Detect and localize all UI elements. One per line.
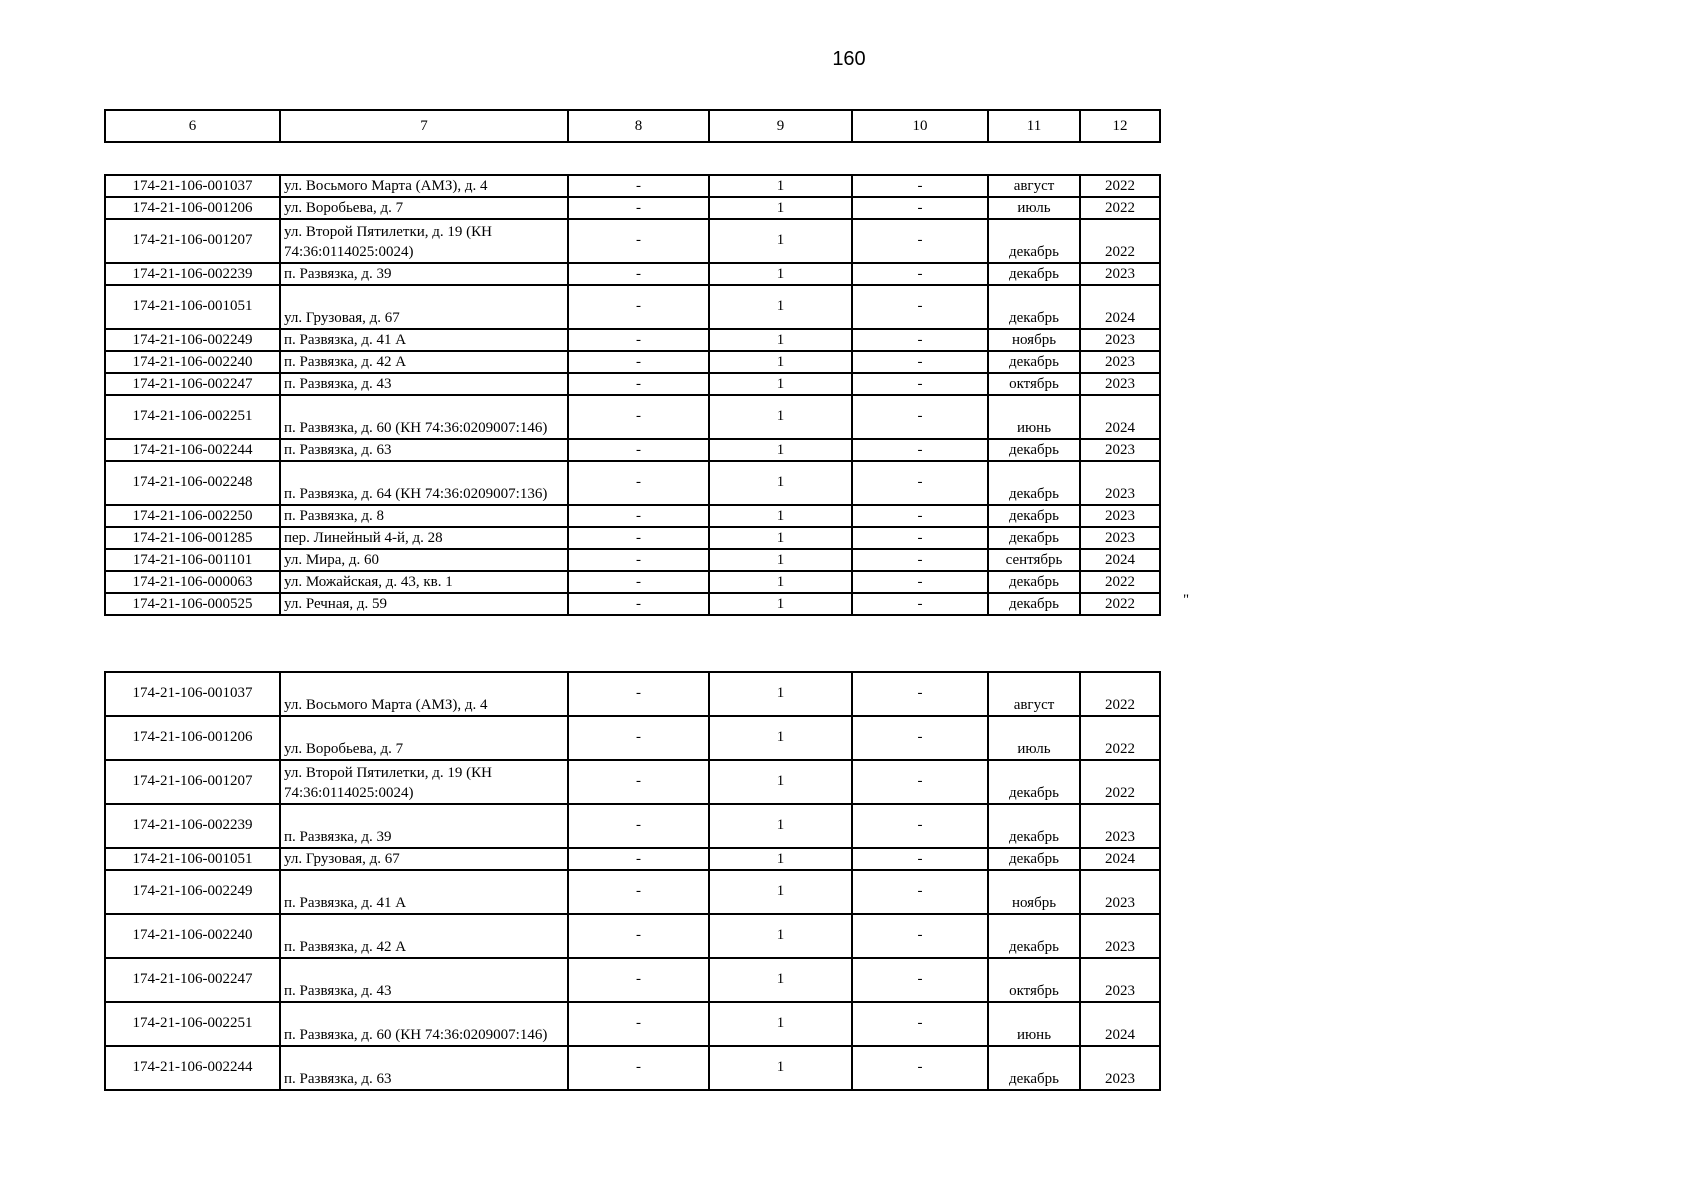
month-cell: декабрь — [988, 263, 1080, 285]
table-row — [105, 329, 1160, 351]
cadastral-code-cell: 174-21-106-002249 — [105, 870, 280, 914]
year-cell: 2022 — [1080, 760, 1160, 804]
closing-quote: " — [1183, 592, 1190, 608]
cadastral-code-cell: 174-21-106-000525 — [105, 593, 280, 615]
month-cell: декабрь — [988, 760, 1080, 804]
year-cell: 2023 — [1080, 439, 1160, 461]
cadastral-code-cell: 174-21-106-001101 — [105, 549, 280, 571]
header-col-12: 12 — [1080, 110, 1160, 142]
col-9-cell: 1 — [709, 395, 852, 439]
table-row — [105, 219, 1160, 263]
month-cell: июль — [988, 197, 1080, 219]
col-10-cell: - — [852, 505, 988, 527]
address-cell: ул. Второй Пятилетки, д. 19 (КН 74:36:0114025:0024) — [280, 219, 568, 263]
table-row — [105, 197, 1160, 219]
col-10-cell: - — [852, 716, 988, 760]
col-8-cell: - — [568, 914, 709, 958]
col-10-cell: - — [852, 329, 988, 351]
col-9-cell: 1 — [709, 958, 852, 1002]
data-table-a-body — [105, 175, 1160, 615]
col-8-cell: - — [568, 219, 709, 263]
month-cell: ноябрь — [988, 329, 1080, 351]
year-cell: 2023 — [1080, 263, 1160, 285]
col-8-cell: - — [568, 329, 709, 351]
cadastral-code-cell: 174-21-106-002249 — [105, 329, 280, 351]
col-8-cell: - — [568, 461, 709, 505]
col-10-cell: - — [852, 958, 988, 1002]
year-cell: 2023 — [1080, 373, 1160, 395]
col-9-cell: 1 — [709, 197, 852, 219]
col-8-cell: - — [568, 804, 709, 848]
address-cell: п. Развязка, д. 39 — [280, 804, 568, 848]
col-8-cell: - — [568, 716, 709, 760]
header-col-9: 9 — [709, 110, 852, 142]
address-cell: ул. Воробьева, д. 7 — [280, 197, 568, 219]
month-cell: декабрь — [988, 461, 1080, 505]
col-9-cell: 1 — [709, 870, 852, 914]
col-8-cell: - — [568, 593, 709, 615]
month-cell: декабрь — [988, 505, 1080, 527]
table-row — [105, 549, 1160, 571]
col-10-cell: - — [852, 373, 988, 395]
month-cell: август — [988, 175, 1080, 197]
col-8-cell: - — [568, 263, 709, 285]
col-9-cell: 1 — [709, 219, 852, 263]
table-row — [105, 914, 1160, 958]
cadastral-code-cell: 174-21-106-002244 — [105, 1046, 280, 1090]
col-9-cell: 1 — [709, 593, 852, 615]
month-cell: декабрь — [988, 804, 1080, 848]
col-10-cell: - — [852, 804, 988, 848]
year-cell: 2022 — [1080, 175, 1160, 197]
address-cell: ул. Мира, д. 60 — [280, 549, 568, 571]
year-cell: 2022 — [1080, 197, 1160, 219]
month-cell: декабрь — [988, 571, 1080, 593]
col-8-cell: - — [568, 848, 709, 870]
year-cell: 2023 — [1080, 351, 1160, 373]
month-cell: июнь — [988, 1002, 1080, 1046]
cadastral-code-cell: 174-21-106-001051 — [105, 285, 280, 329]
year-cell: 2023 — [1080, 329, 1160, 351]
table-row — [105, 505, 1160, 527]
cadastral-code-cell: 174-21-106-002247 — [105, 958, 280, 1002]
col-8-cell: - — [568, 373, 709, 395]
cadastral-code-cell: 174-21-106-001206 — [105, 197, 280, 219]
col-10-cell: - — [852, 263, 988, 285]
col-10-cell: - — [852, 197, 988, 219]
col-10-cell: - — [852, 461, 988, 505]
table-row — [105, 175, 1160, 197]
address-cell: ул. Восьмого Марта (АМЗ), д. 4 — [280, 175, 568, 197]
cadastral-code-cell: 174-21-106-002240 — [105, 351, 280, 373]
data-table-b-body — [105, 672, 1160, 1090]
col-10-cell: - — [852, 219, 988, 263]
month-cell: июнь — [988, 395, 1080, 439]
year-cell: 2023 — [1080, 505, 1160, 527]
col-8-cell: - — [568, 958, 709, 1002]
col-9-cell: 1 — [709, 285, 852, 329]
cadastral-code-cell: 174-21-106-002250 — [105, 505, 280, 527]
col-9-cell: 1 — [709, 1046, 852, 1090]
table-row — [105, 527, 1160, 549]
table-row — [105, 351, 1160, 373]
col-10-cell: - — [852, 527, 988, 549]
col-8-cell: - — [568, 1002, 709, 1046]
cadastral-code-cell: 174-21-106-001206 — [105, 716, 280, 760]
table-row — [105, 593, 1160, 615]
col-8-cell: - — [568, 571, 709, 593]
cadastral-code-cell: 174-21-106-001037 — [105, 175, 280, 197]
year-cell: 2022 — [1080, 672, 1160, 716]
col-10-cell: - — [852, 549, 988, 571]
table-row — [105, 958, 1160, 1002]
year-cell: 2023 — [1080, 914, 1160, 958]
year-cell: 2022 — [1080, 571, 1160, 593]
month-cell: декабрь — [988, 1046, 1080, 1090]
col-8-cell: - — [568, 351, 709, 373]
col-10-cell: - — [852, 439, 988, 461]
col-10-cell: - — [852, 760, 988, 804]
address-cell: ул. Воробьева, д. 7 — [280, 716, 568, 760]
col-9-cell: 1 — [709, 373, 852, 395]
col-8-cell: - — [568, 197, 709, 219]
cadastral-code-cell: 174-21-106-001207 — [105, 760, 280, 804]
col-10-cell: - — [852, 672, 988, 716]
table-row — [105, 870, 1160, 914]
col-10-cell: - — [852, 848, 988, 870]
month-cell: ноябрь — [988, 870, 1080, 914]
month-cell: декабрь — [988, 914, 1080, 958]
year-cell: 2024 — [1080, 848, 1160, 870]
col-9-cell: 1 — [709, 571, 852, 593]
col-9-cell: 1 — [709, 760, 852, 804]
col-9-cell: 1 — [709, 263, 852, 285]
col-9-cell: 1 — [709, 672, 852, 716]
table-row — [105, 672, 1160, 716]
header-col-10: 10 — [852, 110, 988, 142]
year-cell: 2024 — [1080, 285, 1160, 329]
col-8-cell: - — [568, 1046, 709, 1090]
column-number-header — [104, 109, 1161, 143]
address-cell: ул. Восьмого Марта (АМЗ), д. 4 — [280, 672, 568, 716]
year-cell: 2023 — [1080, 461, 1160, 505]
cadastral-code-cell: 174-21-106-000063 — [105, 571, 280, 593]
cadastral-code-cell: 174-21-106-002240 — [105, 914, 280, 958]
address-cell: ул. Второй Пятилетки, д. 19 (КН 74:36:0114025:0024) — [280, 760, 568, 804]
header-col-7: 7 — [280, 110, 568, 142]
col-8-cell: - — [568, 285, 709, 329]
address-cell: п. Развязка, д. 63 — [280, 1046, 568, 1090]
cadastral-code-cell: 174-21-106-001051 — [105, 848, 280, 870]
col-9-cell: 1 — [709, 351, 852, 373]
col-9-cell: 1 — [709, 527, 852, 549]
year-cell: 2024 — [1080, 1002, 1160, 1046]
cadastral-code-cell: 174-21-106-002244 — [105, 439, 280, 461]
cadastral-code-cell: 174-21-106-002251 — [105, 395, 280, 439]
col-9-cell: 1 — [709, 848, 852, 870]
address-cell: ул. Грузовая, д. 67 — [280, 285, 568, 329]
table-row — [105, 263, 1160, 285]
year-cell: 2022 — [1080, 219, 1160, 263]
col-10-cell: - — [852, 571, 988, 593]
cadastral-code-cell: 174-21-106-002239 — [105, 263, 280, 285]
year-cell: 2022 — [1080, 593, 1160, 615]
header-col-11: 11 — [988, 110, 1080, 142]
col-10-cell: - — [852, 914, 988, 958]
col-10-cell: - — [852, 593, 988, 615]
col-9-cell: 1 — [709, 716, 852, 760]
month-cell: декабрь — [988, 593, 1080, 615]
col-9-cell: 1 — [709, 505, 852, 527]
month-cell: июль — [988, 716, 1080, 760]
address-cell: п. Развязка, д. 43 — [280, 373, 568, 395]
table-row — [105, 461, 1160, 505]
address-cell: п. Развязка, д. 41 А — [280, 870, 568, 914]
table-row — [105, 716, 1160, 760]
data-table-a — [104, 174, 1161, 616]
col-9-cell: 1 — [709, 175, 852, 197]
data-table-b — [104, 671, 1161, 1091]
table-row — [105, 804, 1160, 848]
table-row — [105, 760, 1160, 804]
address-cell: п. Развязка, д. 60 (КН 74:36:0209007:146) — [280, 395, 568, 439]
address-cell: п. Развязка, д. 41 А — [280, 329, 568, 351]
year-cell: 2024 — [1080, 549, 1160, 571]
address-cell: п. Развязка, д. 63 — [280, 439, 568, 461]
year-cell: 2023 — [1080, 527, 1160, 549]
year-cell: 2023 — [1080, 1046, 1160, 1090]
col-10-cell: - — [852, 1002, 988, 1046]
address-cell: ул. Речная, д. 59 — [280, 593, 568, 615]
year-cell: 2022 — [1080, 716, 1160, 760]
col-8-cell: - — [568, 175, 709, 197]
cadastral-code-cell: 174-21-106-002239 — [105, 804, 280, 848]
header-col-8: 8 — [568, 110, 709, 142]
col-8-cell: - — [568, 549, 709, 571]
month-cell: октябрь — [988, 373, 1080, 395]
table-row — [105, 373, 1160, 395]
address-cell: ул. Грузовая, д. 67 — [280, 848, 568, 870]
col-9-cell: 1 — [709, 549, 852, 571]
month-cell: август — [988, 672, 1080, 716]
address-cell: п. Развязка, д. 42 А — [280, 914, 568, 958]
year-cell: 2024 — [1080, 395, 1160, 439]
col-9-cell: 1 — [709, 804, 852, 848]
month-cell: декабрь — [988, 219, 1080, 263]
col-9-cell: 1 — [709, 439, 852, 461]
table-row — [105, 439, 1160, 461]
year-cell: 2023 — [1080, 958, 1160, 1002]
page-number: 160 — [832, 48, 866, 70]
cadastral-code-cell: 174-21-106-002248 — [105, 461, 280, 505]
year-cell: 2023 — [1080, 804, 1160, 848]
cadastral-code-cell: 174-21-106-001207 — [105, 219, 280, 263]
month-cell: декабрь — [988, 848, 1080, 870]
address-cell: п. Развязка, д. 42 А — [280, 351, 568, 373]
address-cell: пер. Линейный 4-й, д. 28 — [280, 527, 568, 549]
col-8-cell: - — [568, 527, 709, 549]
table-row — [105, 395, 1160, 439]
table-row — [105, 571, 1160, 593]
header-col-6: 6 — [105, 110, 280, 142]
year-cell: 2023 — [1080, 870, 1160, 914]
month-cell: декабрь — [988, 527, 1080, 549]
table-row — [105, 1046, 1160, 1090]
col-8-cell: - — [568, 870, 709, 914]
address-cell: ул. Можайская, д. 43, кв. 1 — [280, 571, 568, 593]
col-9-cell: 1 — [709, 1002, 852, 1046]
col-8-cell: - — [568, 760, 709, 804]
cadastral-code-cell: 174-21-106-002247 — [105, 373, 280, 395]
address-cell: п. Развязка, д. 60 (КН 74:36:0209007:146) — [280, 1002, 568, 1046]
col-10-cell: - — [852, 175, 988, 197]
col-10-cell: - — [852, 870, 988, 914]
header-row — [105, 110, 1160, 142]
col-8-cell: - — [568, 505, 709, 527]
table-row — [105, 285, 1160, 329]
month-cell: октябрь — [988, 958, 1080, 1002]
col-10-cell: - — [852, 1046, 988, 1090]
month-cell: декабрь — [988, 351, 1080, 373]
col-8-cell: - — [568, 439, 709, 461]
month-cell: сентябрь — [988, 549, 1080, 571]
address-cell: п. Развязка, д. 64 (КН 74:36:0209007:136) — [280, 461, 568, 505]
month-cell: декабрь — [988, 285, 1080, 329]
col-10-cell: - — [852, 285, 988, 329]
col-10-cell: - — [852, 395, 988, 439]
address-cell: п. Развязка, д. 8 — [280, 505, 568, 527]
table-row — [105, 1002, 1160, 1046]
address-cell: п. Развязка, д. 39 — [280, 263, 568, 285]
col-9-cell: 1 — [709, 914, 852, 958]
cadastral-code-cell: 174-21-106-001037 — [105, 672, 280, 716]
table-row — [105, 848, 1160, 870]
col-9-cell: 1 — [709, 461, 852, 505]
col-8-cell: - — [568, 672, 709, 716]
cadastral-code-cell: 174-21-106-001285 — [105, 527, 280, 549]
col-9-cell: 1 — [709, 329, 852, 351]
address-cell: п. Развязка, д. 43 — [280, 958, 568, 1002]
col-10-cell: - — [852, 351, 988, 373]
col-8-cell: - — [568, 395, 709, 439]
cadastral-code-cell: 174-21-106-002251 — [105, 1002, 280, 1046]
month-cell: декабрь — [988, 439, 1080, 461]
